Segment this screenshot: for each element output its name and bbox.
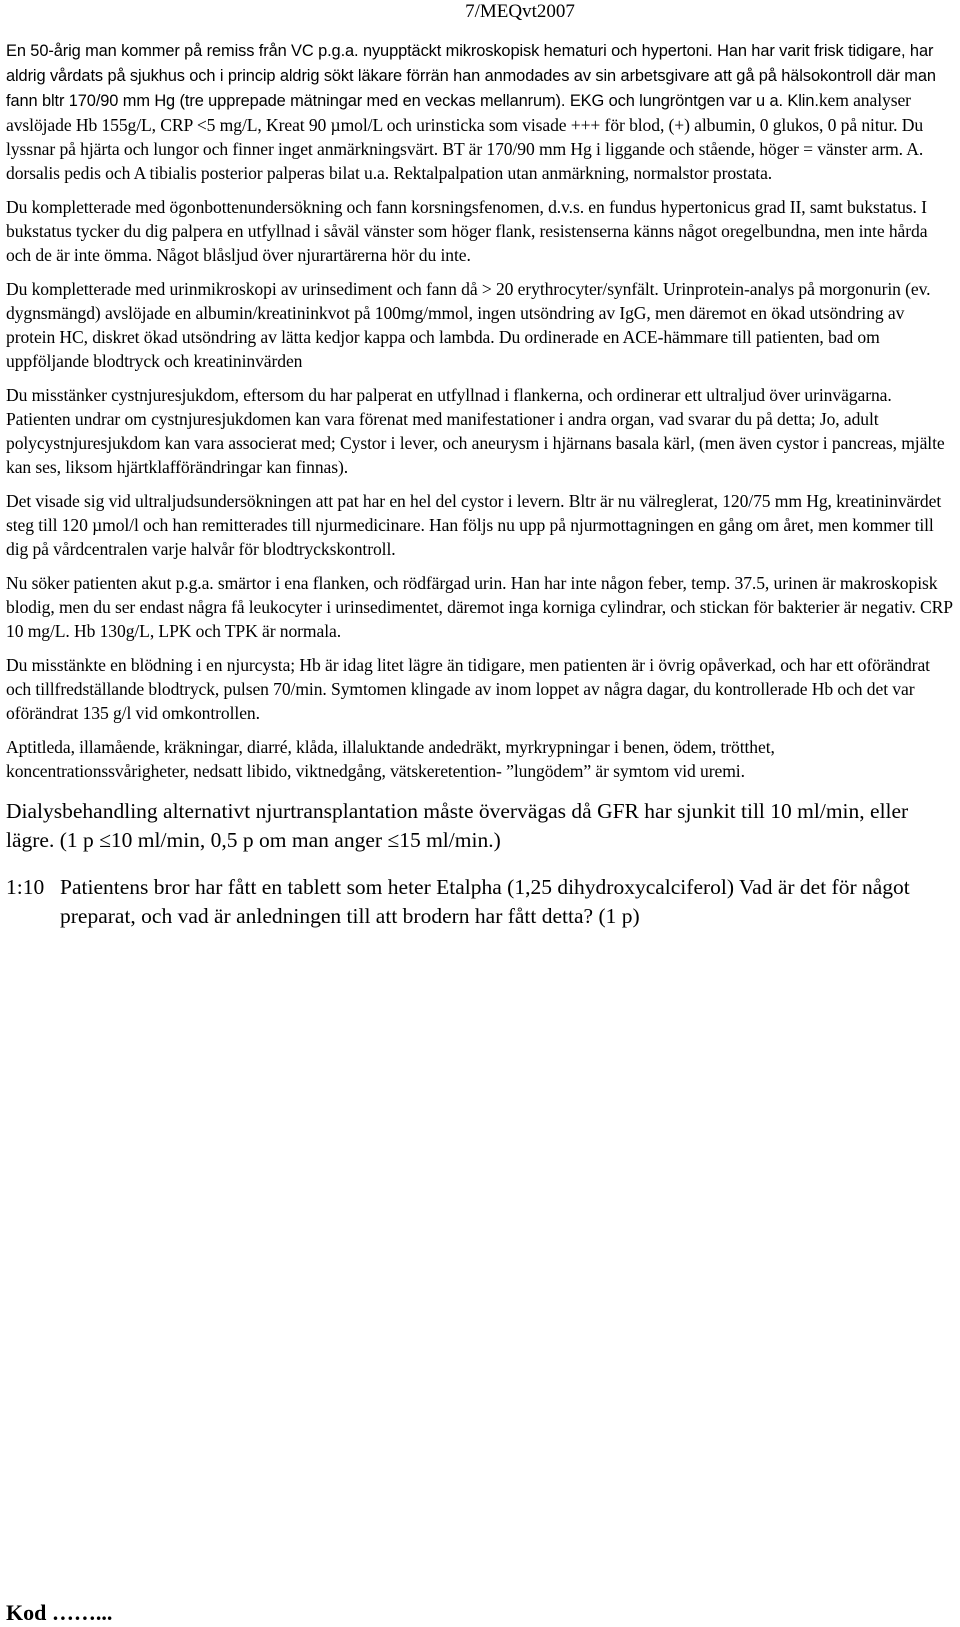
paragraph-blodning: Du misstänkte en blödning i en njurcysta; Hb är idag litet lägre än tidigare, men patienten är i övrig opåverkad, och har ett oförändrat och tillfredställande blodtryck, pulsen 70/min. Symtomen klingade av inom loppet av några dagar, du kontrollerade Hb och det var oförändrat 135 g/l vid omkontrollen. <box>6 655 930 723</box>
paragraph-case-intro <box>6 38 954 185</box>
question-text: Patientens bror har fått en tablett som heter Etalpha (1,25 dihydroxycalciferol) Vad är det för något preparat, och vad är anledningen till att brodern har fått detta? (1 p) <box>60 875 910 928</box>
question-1-10 <box>6 873 954 931</box>
paragraph-urinmikroskopi: Du kompletterade med urinmikroskopi av urinsediment och fann då > 20 erythrocyter/synfält. Urinprotein-analys på morgonurin (ev. dygnsmängd) avslöjade en albumin/kreatininkvot på 100mg/mmol, ingen utsöndring av IgG, men däremot en ökad utsöndring av protein HC, diskret ökad utsöndring av lätta kedjor kappa och lambda. Du ordinerade en ACE-hämmare till patienten, bad om uppföljande blodtryck och kreatininvärden <box>6 279 931 371</box>
paragraph-cystnjure: Du misstänker cystnjuresjukdom, eftersom du har palperat en utfyllnad i flankerna, och ordinerar ett ultraljud över urinvägarna. Patienten undrar om cystnjuresjukdomen kan vara förenat med manifestationer i andra organ, vad svarar du på detta; Jo, adult polycystnjuresjukdom kan vara associerat med; Cystor i lever, och aneurysm i hjärnans basala kärl, (men även cystor i pancreas, mjälte kan ses, liksom hjärtklafförändringar kan finnas). <box>6 385 945 477</box>
paragraph-case-intro-serif: kem analyser avslöjade Hb 155g/L, CRP <5 mg/L, Kreat 90 µmol/L och urinsticka som visade +++ för blod, (+) albumin, 0 glukos, 0 på nitur. Du lyssnar på hjärta och lungor och finner inget anmärkningsvärt. BT är 170/90 mm Hg i liggande och stående, höger = vänster arm. A. dorsalis pedis och A tibialis posterior palperas bilat u.a. Rektalpalpation utan anmärkning, normalstor prostata. <box>6 90 924 183</box>
paragraph-dialys: Dialysbehandling alternativt njurtransplantation måste övervägas då GFR har sjunkit till 10 ml/min, eller lägre. (1 p ≤10 ml/min, 0,5 p om man anger ≤15 ml/min.) <box>6 799 909 852</box>
paragraph-uremi: Aptitleda, illamående, kräkningar, diarré, klåda, illaluktande andedräkt, myrkrypningar i benen, ödem, trötthet, koncentrationssvårigheter, nedsatt libido, viktnedgång, vätskeretention- ”lungödem” är symtom vid uremi. <box>6 737 775 781</box>
paragraph-fundus-bukstatus: Du kompletterade med ögonbottenundersökning och fann korsningsfenomen, d.v.s. en fundus hypertonicus grad II, samt bukstatus. I bukstatus tycker du dig palpera en utfyllnad i såväl vänster som höger flank, resistenserna känns något oregelbundna, men inte hårda och de är inte ömma. Något blåsljud över njurartärerna hör du inte. <box>6 197 928 265</box>
case-text <box>6 38 954 931</box>
kod-field: Kod ……... <box>6 1600 113 1625</box>
paragraph-case-intro-sans: En 50-årig man kommer på remiss från VC p.g.a. nyupptäckt mikroskopisk hematuri och hypertoni. Han har varit frisk tidigare, har aldrig vårdats på sjukhus och i princip aldrig sökt läkare förrän han anmodades av sin arbetsgivare att gå på hälsokontroll där man fann bltr 170/90 mm Hg (tre upprepade mätningar med en veckas mellanrum). EKG och lungröntgen var u a. Klin. <box>6 42 936 110</box>
paragraph-akut: Nu söker patienten akut p.g.a. smärtor i ena flanken, och rödfärgad urin. Han har inte någon feber, temp. 37.5, urinen är makroskopisk blodig, men du ser endast några få leukocyter i urinsedimentet, däremot inga korniga cylindrar, och stickan för bakterier är negativ. CRP 10 mg/L. Hb 130g/L, LPK och TPK är normala. <box>6 573 953 641</box>
paragraph-ultraljud: Det visade sig vid ultraljudsundersökningen att pat har en hel del cystor i levern. Bltr är nu välreglerat, 120/75 mm Hg, kreatininvärdet steg till 120 µmol/l och han remitterades till njurmedicinare. Han följs nu upp på njurmottagningen en gång om året, men kommer till dig på vårdcentralen varje halvår för blodtryckskontroll. <box>6 491 942 559</box>
document-code: 7/MEQvt2007 <box>465 1 575 22</box>
question-number: 1:10 <box>6 875 45 899</box>
